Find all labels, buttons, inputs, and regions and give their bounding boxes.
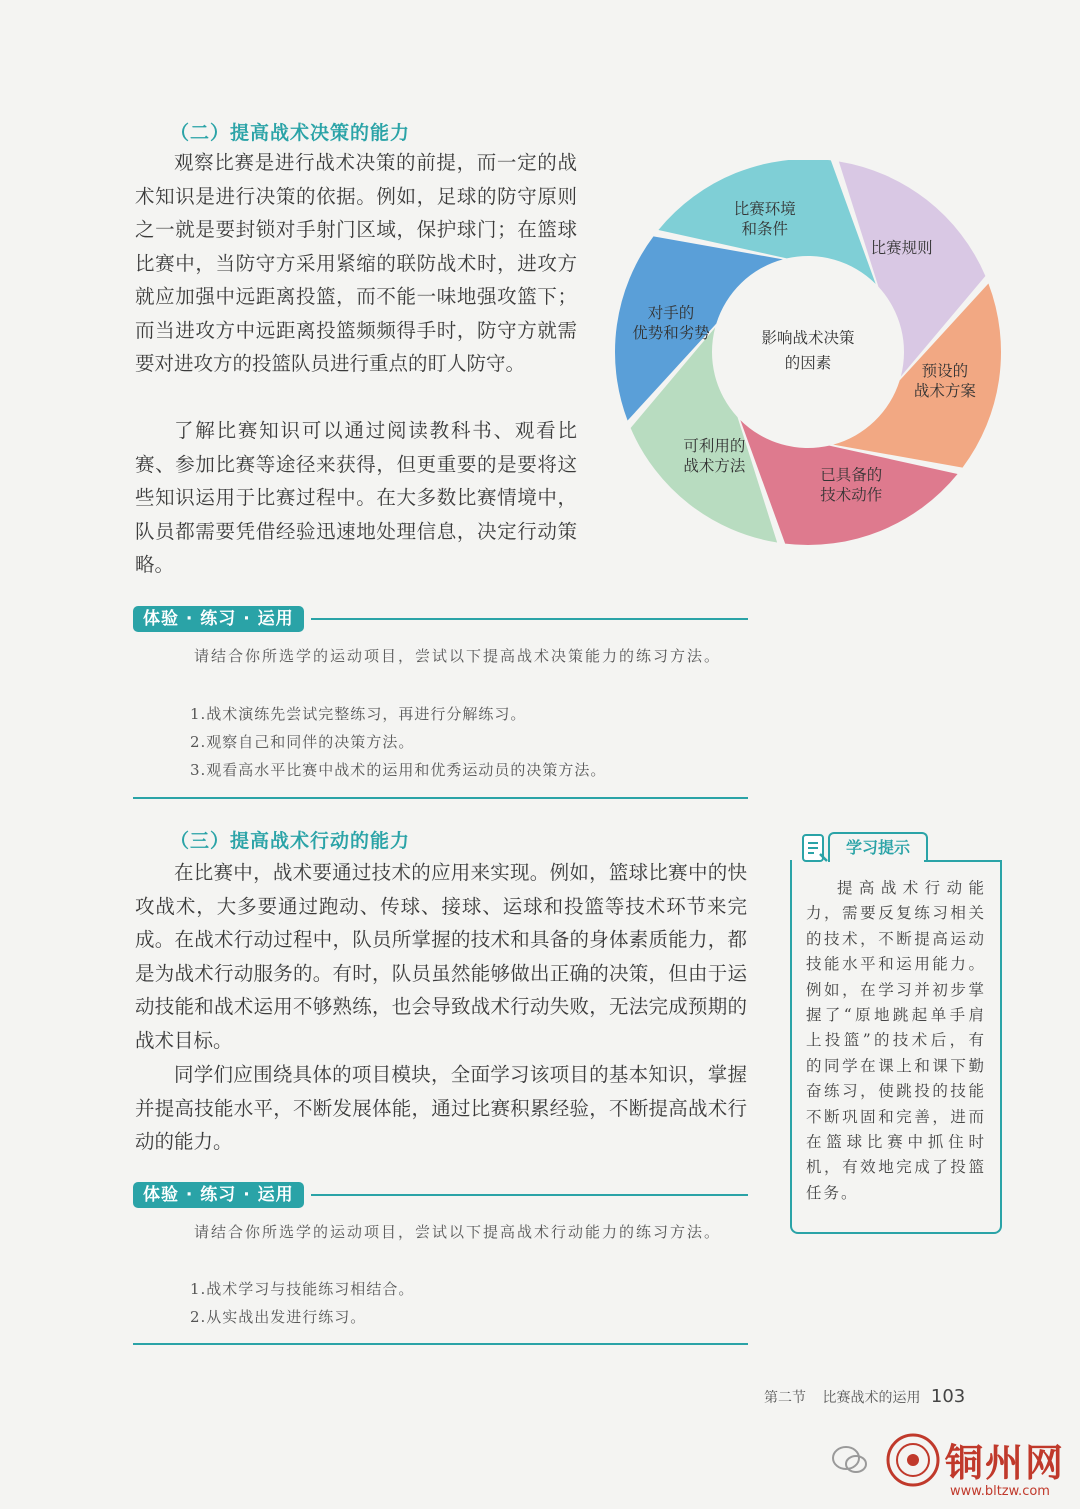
- chat-logo-icon: [830, 1440, 870, 1480]
- diagram-center: [726, 270, 890, 434]
- exercise1-bottom-line: [133, 797, 748, 799]
- exercise1-item-1: 1.战术演练先尝试完整练习，再进行分解练习。: [190, 705, 527, 723]
- page-number: 103: [930, 1386, 966, 1407]
- diagram-center-line-2: 的因素: [784, 354, 832, 372]
- diagram-segment-label: 技术动作: [820, 486, 883, 505]
- section3-title: （三）提高战术行动的能力: [170, 830, 411, 852]
- exercise2-bottom-line: [133, 1343, 748, 1345]
- exercise1-intro: 请结合你所选学的运动项目，尝试以下提高战术决策能力的练习方法。: [194, 647, 722, 665]
- diagram-segment-label: 战术方案: [913, 382, 976, 401]
- tactical-decision-factors-diagram: [605, 160, 1005, 560]
- exercise1-header-line: [311, 618, 748, 620]
- tip-text: 提高战术行动能力，需要反复练习相关的技术，不断提高运动技能水平和运用能力。例如，在学习并初步掌握了“原地跳起单手肩上投篮”的技术后，有的同学在课上和课下勤奋练习，使跳投的技能不断巩固和完善，进而在篮球比赛中抓住时机，有效地完成了投篮任务。: [806, 879, 986, 1202]
- exercise2-item-1: 1.战术学习与技能练习相结合。: [190, 1280, 415, 1298]
- diagram-segment-label: 对手的: [647, 303, 695, 322]
- diagram-segment-label: 已具备的: [820, 466, 883, 485]
- diagram-segment-label: 比赛规则: [870, 238, 933, 257]
- diagram-segment-label: 战术方法: [683, 457, 746, 476]
- exercise1-tab: 体验 · 练习 · 运用: [133, 606, 304, 632]
- watermark-brand: 铜州网: [945, 1440, 1066, 1485]
- exercise2-intro: 请结合你所选学的运动项目，尝试以下提高战术行动能力的练习方法。: [194, 1223, 722, 1241]
- tip-title-tab: [828, 832, 928, 862]
- tip-title: 学习提示: [845, 838, 910, 857]
- footer-section: 第二节: [764, 1390, 806, 1406]
- exercise2-header: [133, 1182, 748, 1208]
- section3-paragraph-1: 在比赛中，战术要通过技术的应用来实现。例如，篮球比赛中的快攻战术，大多要通过跑动、传球、接球、运球和投篮等技术环节来完成。在战术行动过程中，队员所掌握的技术和具备的身体素质能力，都是为战术行动服务的。有时，队员虽然能够做出正确的决策，但由于运动技能和战术运用不够熟练，也会导致战术行动失败，无法完成预期的战术目标。: [135, 861, 747, 1052]
- diagram-center-line-1: 影响战术决策: [761, 329, 855, 347]
- exercise2-header-line: [311, 1194, 748, 1196]
- diagram-segment-label: 比赛环境: [733, 199, 796, 218]
- diagram-segment-label: 预设的: [921, 362, 969, 381]
- exercise2-item-2: 2.从实战出发进行练习。: [190, 1308, 367, 1326]
- diagram-segment-label: 和条件: [741, 219, 788, 238]
- seal-logo-icon: [885, 1432, 941, 1488]
- section2-title: （二）提高战术决策的能力: [170, 122, 411, 144]
- tip-header: [790, 832, 1000, 862]
- exercise1-item-2: 2.观察自己和同伴的决策方法。: [190, 733, 415, 751]
- exercise1-item-3: 3.观看高水平比赛中战术的运用和优秀运动员的决策方法。: [190, 761, 607, 779]
- page-footer: [764, 1386, 965, 1407]
- diagram-segment-label: 优势和劣势: [632, 323, 710, 342]
- section2-paragraph-2: 了解比赛知识可以通过阅读教科书、观看比赛、参加比赛等途径来获得，但更重要的是要将这些知识运用于比赛过程中。在大多数比赛情境中，队员都需要凭借经验迅速地处理信息，决定行动策略。: [135, 419, 577, 576]
- section2-paragraph-1: 观察比赛是进行战术决策的前提，而一定的战术知识是进行决策的依据。例如，足球的防守原则之一就是要封锁对手射门区域，保护球门；在篮球比赛中，当防守方采用紧缩的联防战术时，进攻方就应加强中远距离投篮，而不能一味地强攻篮下；而当进攻方中远距离投篮频频得手时，防守方就需要对进攻方的投篮队员进行重点的盯人防守。: [135, 151, 577, 375]
- exercise2-tab: 体验 · 练习 · 运用: [133, 1182, 304, 1208]
- section3-paragraph-2: 同学们应围绕具体的项目模块，全面学习该项目的基本知识，掌握并提高技能水平，不断发展体能，通过比赛积累经验，不断提高战术行动的能力。: [135, 1063, 747, 1153]
- watermark-url: www.bltzw.com: [950, 1484, 1050, 1499]
- diagram-segment-label: 可利用的: [683, 437, 746, 456]
- exercise1-header: [133, 606, 748, 632]
- footer-chapter: 比赛战术的运用: [822, 1390, 921, 1406]
